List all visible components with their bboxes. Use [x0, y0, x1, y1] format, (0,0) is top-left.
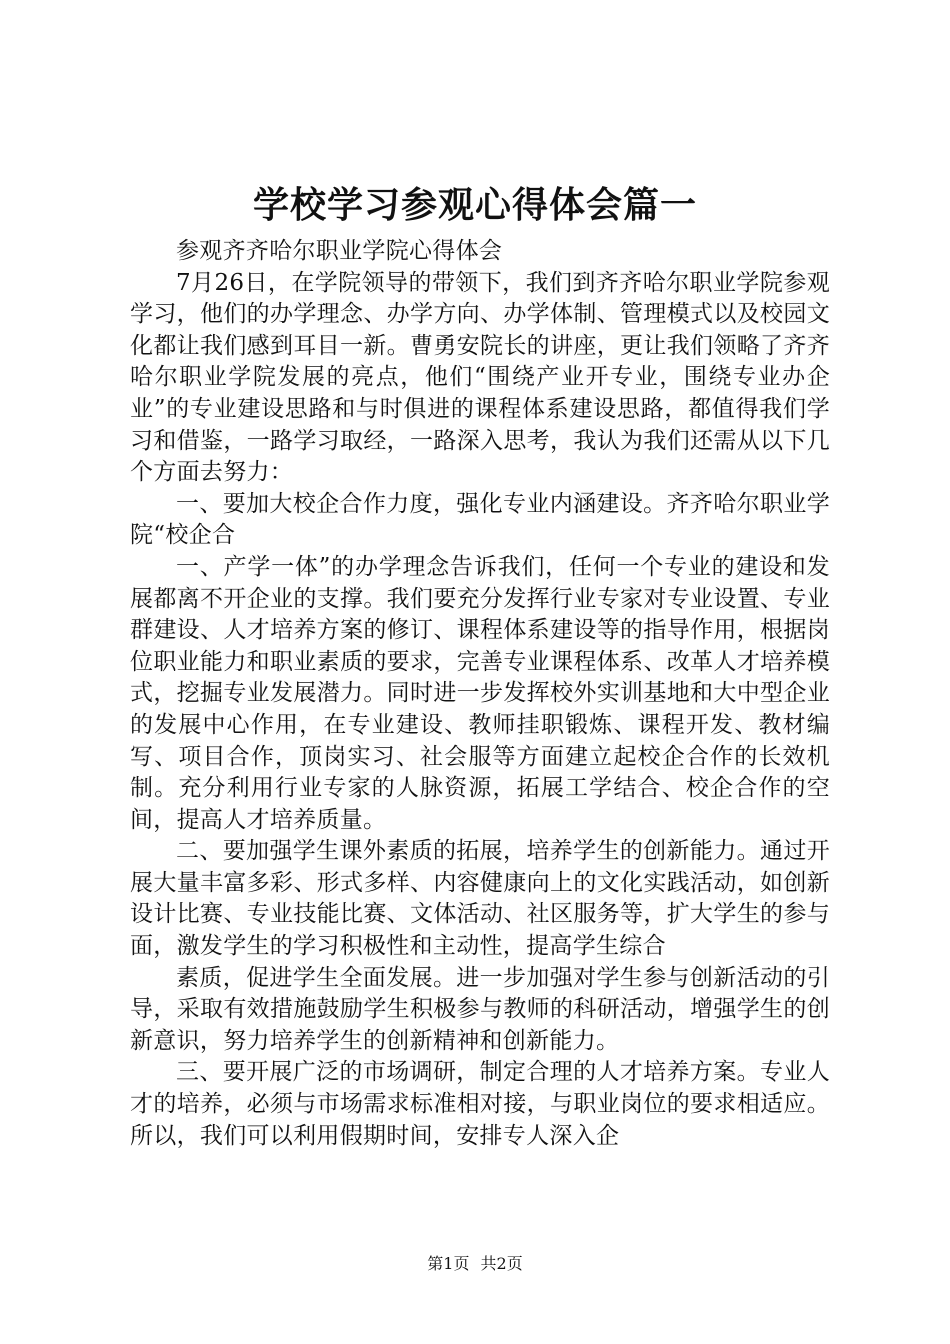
point-two-continued-paragraph: 素质，促进学生全面发展。进一步加强对学生参与创新活动的引导，采取有效措施鼓励学生积极参与教师的科研活动，增强学生的创新意识，努力培养学生的创新精神和创新能力。 [130, 964, 830, 1054]
page-number: 第1页 [427, 1254, 470, 1273]
point-two-paragraph: 二、要加强学生课外素质的拓展，培养学生的创新能力。通过开展大量丰富多彩、形式多样、内容健康向上的文化实践活动，如创新设计比赛、专业技能比赛、文体活动、社区服务等，扩大学生的参与面，激发学生的学习积极性和主动性，提高学生综合 [130, 838, 830, 960]
intro-paragraph: 7月26日，在学院领导的带领下，我们到齐齐哈尔职业学院参观学习，他们的办学理念、办学方向、办学体制、管理模式以及校园文化都让我们感到耳目一新。曹勇安院长的讲座，更让我们领略了齐齐哈尔职业学院发展的亮点，他们“围绕产业开专业，围绕专业办企业”的专业建设思路和与时俱进的课程体系建设思路，都值得我们学习和借鉴，一路学习取经，一路深入思考，我认为我们还需从以下几个方面去努力： [130, 269, 830, 486]
page-total: 共2页 [480, 1254, 523, 1273]
document-body [130, 236, 830, 1152]
page-footer [0, 1253, 950, 1275]
subtitle-paragraph: 参观齐齐哈尔职业学院心得体会 [176, 238, 503, 264]
page-title: 学校学习参观心得体会篇一 [252, 184, 697, 226]
point-one-heading-paragraph: 一、要加大校企合作力度，强化专业内涵建设。齐齐哈尔职业学院“校企合 [130, 490, 830, 549]
point-three-paragraph: 三、要开展广泛的市场调研，制定合理的人才培养方案。专业人才的培养，必须与市场需求标准相对接，与职业岗位的要求相适应。所以，我们可以利用假期时间，安排专人深入企 [130, 1059, 830, 1149]
point-one-body-paragraph: 一、产学一体”的办学理念告诉我们，任何一个专业的建设和发展都离不开企业的支撑。我们要充分发挥行业专家对专业设置、专业群建设、人才培养方案的修订、课程体系建设等的指导作用，根据岗位职业能力和职业素质的要求，完善专业课程体系、改革人才培养模式，挖掘专业发展潜力。同时进一步发挥校外实训基地和大中型企业的发展中心作用，在专业建设、教师挂职锻炼、课程开发、教材编写、项目合作，顶岗实习、社会服等方面建立起校企合作的长效机制。充分利用行业专家的人脉资源，拓展工学结合、校企合作的空间，提高人才培养质量。 [130, 553, 830, 833]
